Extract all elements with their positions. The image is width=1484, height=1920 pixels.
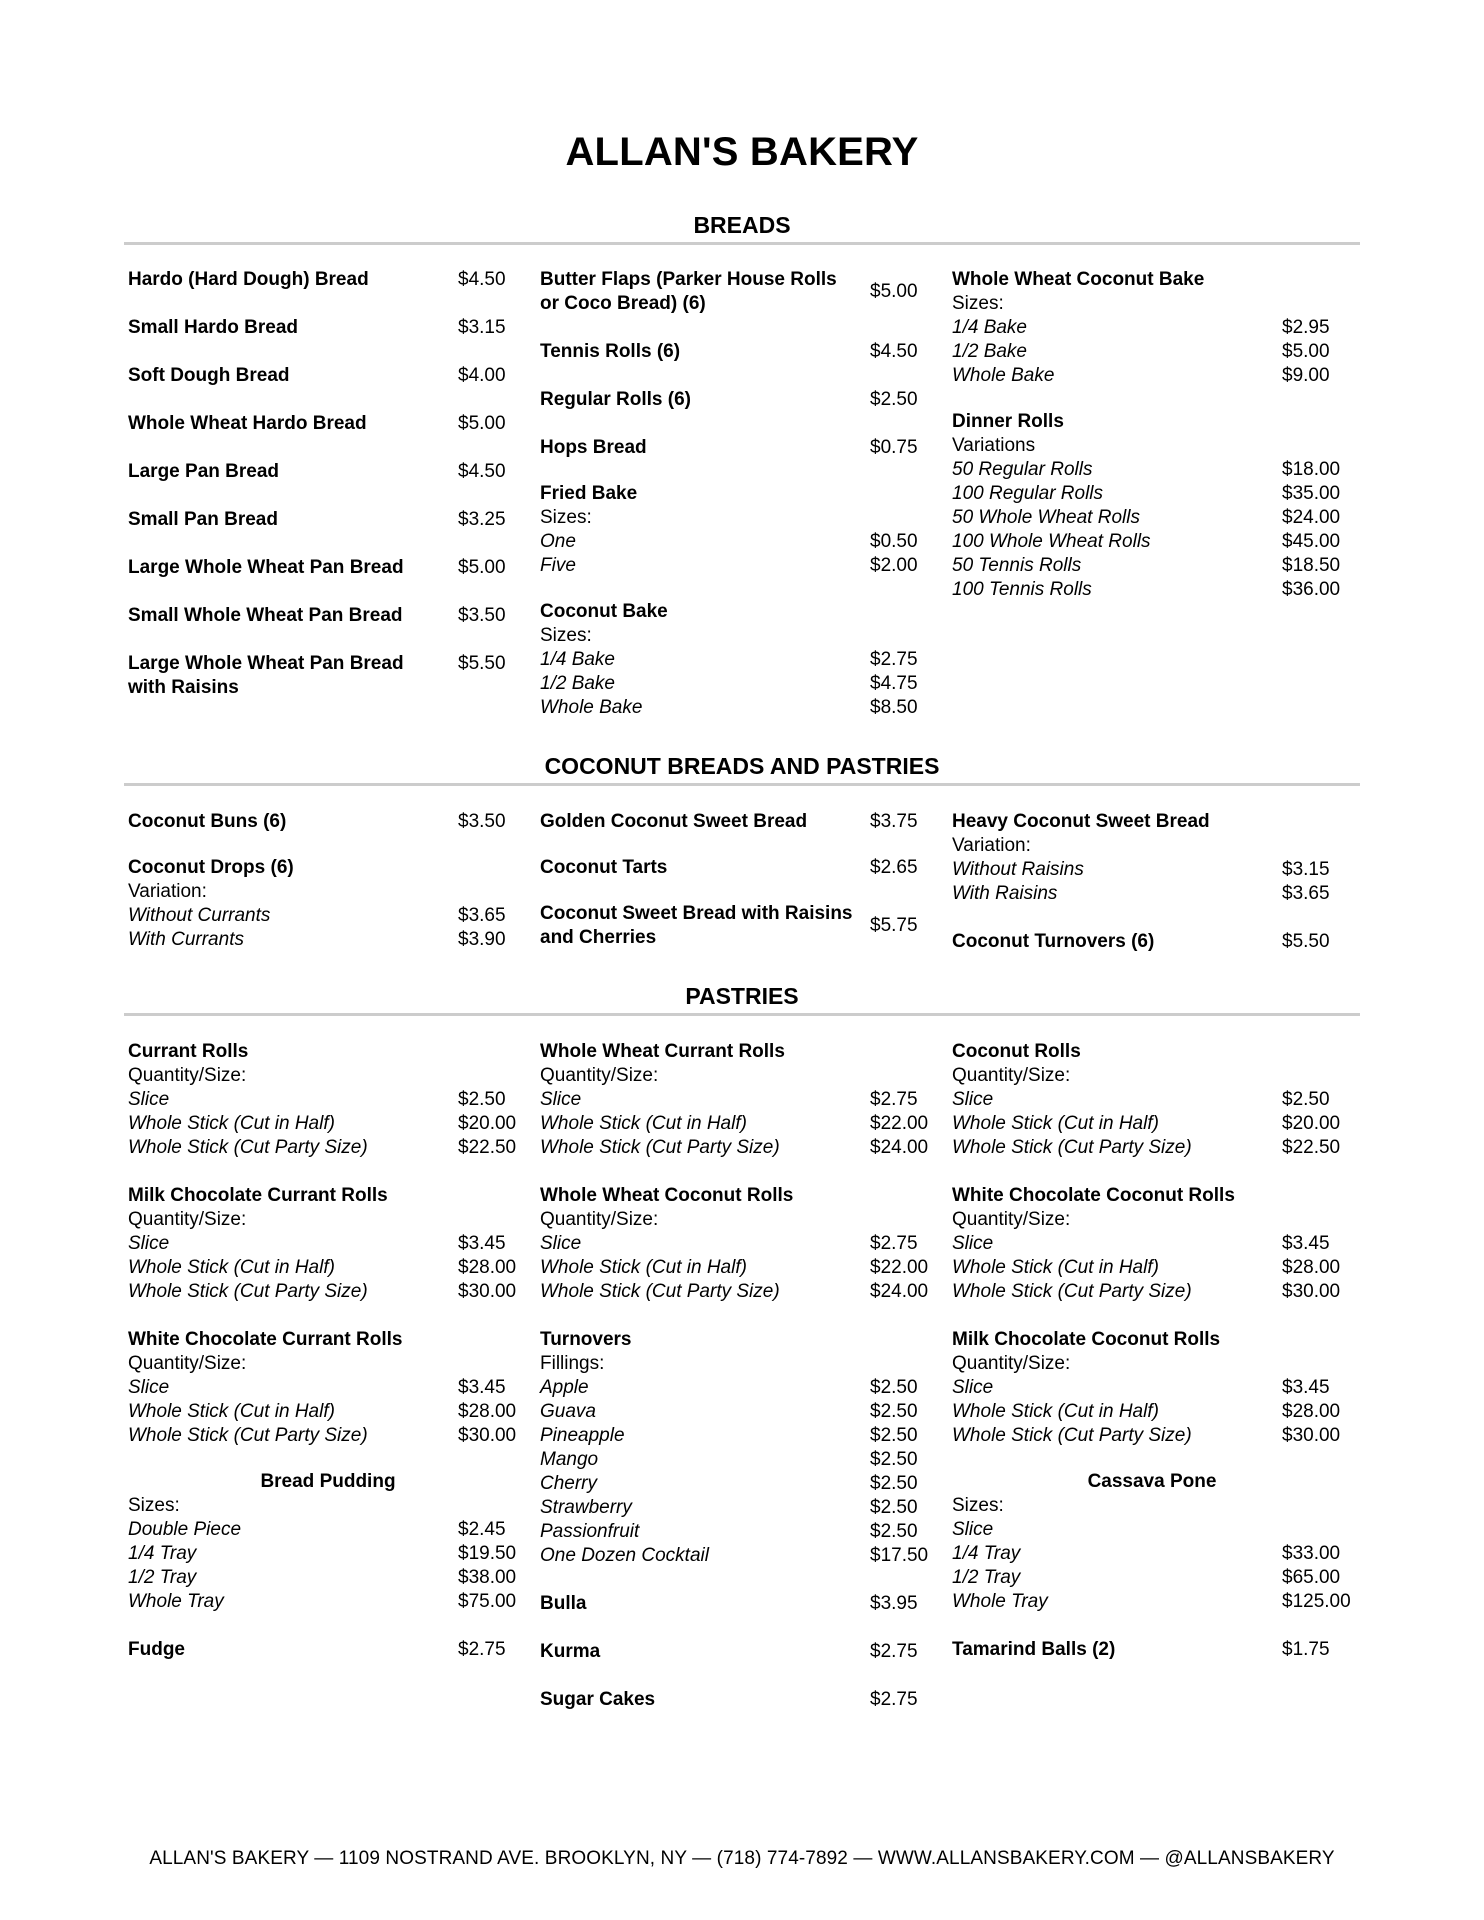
page-title: ALLAN'S BAKERY: [565, 130, 919, 174]
menu-item-heading: Coconut Rolls: [952, 1041, 1081, 1062]
menu-item-heading: Coconut Bake: [540, 601, 668, 622]
option-row: Slice $2.75: [540, 1233, 918, 1254]
pastries-column-3: [952, 1040, 1352, 1662]
menu-item: Tamarind Balls (2) $1.75: [952, 1639, 1330, 1660]
option-row: Whole Bake $9.00: [952, 365, 1330, 386]
section-title-coconut: COCONUT BREADS AND PASTRIES: [544, 753, 940, 779]
options-label: Quantity/Size:: [540, 1209, 659, 1230]
option-row: 1/2 Bake $5.00: [952, 341, 1330, 362]
option-row: 1/2 Bake $4.75: [540, 673, 918, 694]
option-row: Whole Tray $125.00: [952, 1591, 1351, 1612]
options-label: Variation:: [952, 835, 1031, 856]
option-row: Slice: [952, 1519, 994, 1540]
menu-item: Small Hardo Bread $3.15: [128, 317, 506, 338]
options-label: Variations: [952, 435, 1036, 456]
menu-item-heading: Currant Rolls: [128, 1041, 249, 1062]
section-divider: [124, 783, 1360, 786]
menu-item: Large Whole Wheat Pan Bread with Raisins $5.50: [128, 653, 506, 698]
options-label: Sizes:: [540, 507, 592, 528]
option-row: Whole Stick (Cut Party Size) $30.00: [128, 1425, 517, 1446]
options-label: Quantity/Size:: [952, 1209, 1071, 1230]
breads-column-2: [540, 268, 940, 720]
option-row: Slice $2.50: [952, 1089, 1330, 1110]
option-row: With Raisins $3.65: [952, 883, 1330, 904]
option-row: 50 Whole Wheat Rolls $24.00: [952, 507, 1341, 528]
menu-item: Large Pan Bread $4.50: [128, 461, 506, 482]
option-row: Whole Stick (Cut in Half) $22.00: [540, 1113, 929, 1134]
option-row: Guava $2.50: [540, 1401, 918, 1422]
menu-item: Kurma $2.75: [540, 1641, 918, 1662]
menu-item-heading: Coconut Drops (6): [128, 857, 294, 878]
option-row: Whole Stick (Cut Party Size) $30.00: [128, 1281, 517, 1302]
option-row: Without Currants $3.65: [128, 905, 506, 926]
option-row: Whole Bake $8.50: [540, 697, 918, 718]
option-row: One $0.50: [540, 531, 918, 552]
menu-item: Coconut Buns (6) $3.50: [128, 811, 506, 832]
options-label: Quantity/Size:: [128, 1353, 247, 1374]
option-row: Pineapple $2.50: [540, 1425, 918, 1446]
option-row: Five $2.00: [540, 555, 918, 576]
option-row: With Currants $3.90: [128, 929, 506, 950]
coconut-column-1: [128, 810, 528, 952]
menu-item: Coconut Turnovers (6) $5.50: [952, 931, 1330, 952]
option-row: 1/2 Tray $38.00: [128, 1567, 517, 1588]
menu-item: Golden Coconut Sweet Bread $3.75: [540, 811, 918, 832]
menu-item: Coconut Sweet Bread with Raisins and Cherries $5.75: [540, 903, 918, 948]
option-row: Slice $3.45: [128, 1233, 506, 1254]
options-label: Variation:: [128, 881, 207, 902]
menu-item: Soft Dough Bread $4.00: [128, 365, 506, 386]
menu-item-heading: Dinner Rolls: [952, 411, 1064, 432]
option-row: Whole Stick (Cut in Half) $28.00: [128, 1257, 517, 1278]
option-row: Whole Tray $75.00: [128, 1591, 517, 1612]
option-row: 1/4 Bake $2.75: [540, 649, 918, 670]
menu-item: Tennis Rolls (6) $4.50: [540, 341, 918, 362]
option-row: 100 Tennis Rolls $36.00: [952, 579, 1341, 600]
menu-item: Butter Flaps (Parker House Rolls or Coco Bread) (6) $5.00: [540, 269, 918, 314]
menu-item-heading: Turnovers: [540, 1329, 632, 1350]
option-row: Whole Stick (Cut Party Size) $30.00: [952, 1281, 1341, 1302]
options-label: Quantity/Size:: [952, 1353, 1071, 1374]
menu-item-heading: Bread Pudding: [260, 1471, 396, 1492]
option-row: Whole Stick (Cut in Half) $28.00: [952, 1401, 1341, 1422]
menu-item-heading: Milk Chocolate Currant Rolls: [128, 1185, 388, 1206]
coconut-column-3: [952, 810, 1352, 954]
option-row: 100 Regular Rolls $35.00: [952, 483, 1341, 504]
options-label: Quantity/Size:: [128, 1209, 247, 1230]
option-row: Apple $2.50: [540, 1377, 918, 1398]
menu-item: Hops Bread $0.75: [540, 437, 918, 458]
options-label: Sizes:: [952, 1495, 1004, 1516]
option-row: 50 Regular Rolls $18.00: [952, 459, 1341, 480]
breads-column-1: [128, 268, 528, 700]
menu-item-heading: Heavy Coconut Sweet Bread: [952, 811, 1210, 832]
option-row: Whole Stick (Cut in Half) $22.00: [540, 1257, 929, 1278]
section-title-pastries: PASTRIES: [685, 983, 799, 1009]
options-label: Fillings:: [540, 1353, 605, 1374]
menu-item-heading: Whole Wheat Coconut Rolls: [540, 1185, 794, 1206]
option-row: Whole Stick (Cut Party Size) $24.00: [540, 1137, 929, 1158]
option-row: 1/4 Tray $33.00: [952, 1543, 1341, 1564]
option-row: 100 Whole Wheat Rolls $45.00: [952, 531, 1341, 552]
options-label: Quantity/Size:: [952, 1065, 1071, 1086]
menu-item: Bulla $3.95: [540, 1593, 918, 1614]
menu-item: Fudge $2.75: [128, 1639, 506, 1660]
options-label: Sizes:: [540, 625, 592, 646]
section-divider: [124, 242, 1360, 245]
option-row: Whole Stick (Cut Party Size) $22.50: [952, 1137, 1341, 1158]
menu-item: Sugar Cakes $2.75: [540, 1689, 918, 1710]
menu-item: Coconut Tarts $2.65: [540, 857, 918, 878]
option-row: 50 Tennis Rolls $18.50: [952, 555, 1341, 576]
menu-item: Large Whole Wheat Pan Bread $5.00: [128, 557, 506, 578]
pastries-column-1: [128, 1040, 528, 1662]
option-row: 1/4 Tray $19.50: [128, 1543, 517, 1564]
menu-item-heading: Whole Wheat Coconut Bake: [952, 269, 1205, 290]
options-label: Quantity/Size:: [540, 1065, 659, 1086]
section-title-breads: BREADS: [693, 212, 791, 238]
options-label: Sizes:: [952, 293, 1004, 314]
option-row: Slice $3.45: [952, 1233, 1330, 1254]
menu-item: Whole Wheat Hardo Bread $5.00: [128, 413, 506, 434]
option-row: Slice $2.50: [128, 1089, 506, 1110]
menu-item: Small Whole Wheat Pan Bread $3.50: [128, 605, 506, 626]
menu-item: Regular Rolls (6) $2.50: [540, 389, 918, 410]
option-row: 1/2 Tray $65.00: [952, 1567, 1341, 1588]
option-row: Whole Stick (Cut in Half) $20.00: [128, 1113, 517, 1134]
option-row: Slice $3.45: [952, 1377, 1330, 1398]
menu-item-heading: White Chocolate Currant Rolls: [128, 1329, 403, 1350]
option-row: Strawberry $2.50: [540, 1497, 918, 1518]
option-row: Slice $3.45: [128, 1377, 506, 1398]
option-row: Whole Stick (Cut in Half) $20.00: [952, 1113, 1341, 1134]
menu-item: Small Pan Bread $3.25: [128, 509, 506, 530]
option-row: 1/4 Bake $2.95: [952, 317, 1330, 338]
option-row: Slice $2.75: [540, 1089, 918, 1110]
option-row: Passionfruit $2.50: [540, 1521, 918, 1542]
breads-column-3: [952, 268, 1352, 602]
option-row: Double Piece $2.45: [128, 1519, 506, 1540]
menu-item-heading: Whole Wheat Currant Rolls: [540, 1041, 785, 1062]
option-row: One Dozen Cocktail $17.50: [540, 1545, 929, 1566]
pastries-column-2: [540, 1040, 940, 1712]
menu-item: Hardo (Hard Dough) Bread $4.50: [128, 269, 506, 290]
menu-item-heading: White Chocolate Coconut Rolls: [952, 1185, 1235, 1206]
menu-item-heading: Fried Bake: [540, 483, 638, 504]
options-label: Quantity/Size:: [128, 1065, 247, 1086]
menu-item-heading: Cassava Pone: [1087, 1471, 1217, 1492]
option-row: Without Raisins $3.15: [952, 859, 1330, 880]
option-row: Whole Stick (Cut in Half) $28.00: [128, 1401, 517, 1422]
menu-item-heading: Milk Chocolate Coconut Rolls: [952, 1329, 1221, 1350]
option-row: Whole Stick (Cut in Half) $28.00: [952, 1257, 1341, 1278]
options-label: Sizes:: [128, 1495, 180, 1516]
option-row: Cherry $2.50: [540, 1473, 918, 1494]
option-row: Whole Stick (Cut Party Size) $24.00: [540, 1281, 929, 1302]
option-row: Whole Stick (Cut Party Size) $30.00: [952, 1425, 1341, 1446]
coconut-column-2: [540, 810, 940, 950]
section-divider: [124, 1013, 1360, 1016]
footer-contact-line: ALLAN'S BAKERY — 1109 NOSTRAND AVE. BROOKLYN, NY — (718) 774-7892 — WWW.ALLANSBAKERY.COM — @ALLANSBAKERY: [149, 1848, 1335, 1869]
option-row: Whole Stick (Cut Party Size) $22.50: [128, 1137, 517, 1158]
option-row: Mango $2.50: [540, 1449, 918, 1470]
